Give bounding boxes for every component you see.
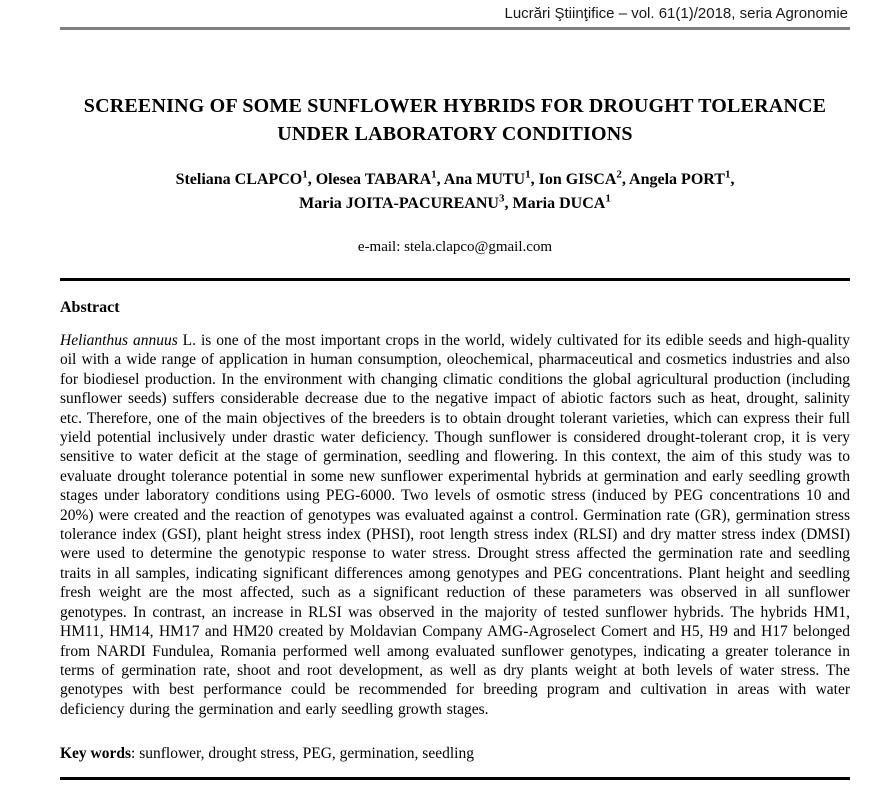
author-affiliation-superscript: 3 — [498, 192, 505, 205]
paper-title-line-2: UNDER LABORATORY CONDITIONS — [277, 123, 633, 145]
author-separator: , — [730, 171, 735, 188]
author-name: Steliana CLAPCO — [175, 171, 303, 188]
email-line — [60, 238, 850, 256]
journal-header-text: Lucrări Ştiinţifice – vol. 61(1)/2018, seria Agronomie — [504, 5, 848, 22]
email-text: e-mail: stela.clapco@gmail.com — [357, 239, 553, 255]
author-separator: , — [436, 171, 444, 188]
paper-title — [60, 92, 850, 148]
author-name: Ion GISCA — [538, 171, 617, 188]
abstract-top-divider — [60, 278, 850, 281]
author-separator: , — [307, 171, 316, 188]
bottom-rule-divider — [60, 777, 850, 780]
journal-header — [60, 4, 850, 23]
author-affiliation-superscript: 1 — [302, 168, 308, 181]
author-name: Angela PORT — [629, 171, 725, 188]
species-name-italic: Helianthus annuus — [60, 332, 178, 349]
author-affiliation-superscript: 1 — [724, 168, 731, 181]
author-name: Maria DUCA — [512, 195, 606, 212]
author-separator: , — [530, 171, 539, 188]
abstract-paragraph — [60, 331, 850, 719]
author-affiliation-superscript: 1 — [431, 168, 437, 181]
keywords-line — [60, 744, 850, 763]
abstract-heading: Abstract — [60, 299, 120, 316]
author-name: Ana MUTU — [443, 171, 526, 188]
authors-line-2 — [60, 192, 850, 216]
author-separator: , — [621, 171, 630, 188]
abstract-text: L. is one of the most important crops in the world, widely cultivated for its edible seeds and high-quality oil with a wide range of application in human consumption, oleochemical, pharmaceutical and cosmetics industries and also for biodiesel production. In the environment with changing climatic conditions the global agricultural production (including sunflower seeds) suffers considerable decrease due to the negative impact of abiotic factors such as heat, drought, salinity etc. Therefore, one of the main objectives of the breeders is to obtain drought tolerant varieties, which can express their full yield potential inclusively under drastic water deficiency. Though sunflower is considered drought-tolerant crop, it is very sensitive to water deficit at the stage of germination, seedling and flowering. In this context, the aim of this study was to evaluate drought tolerance potential in some new sunflower experimental hybrids at germination and early seedling growth stages under laboratory conditions using PEG-6000. Two levels of osmotic stress (induced by PEG concentrations 10 and 20%) were created and the reaction of genotypes was evaluated against a control. Germination rate (GR), germination stress tolerance index (GSI), plant height stress index (PHSI), root length stress index (RLSI) and dry matter stress index (DMSI) were used to determine the genotypic response to water stress. Drought stress affected the germination rate and seedling traits in all samples, indicating significant differences among genotypes and PEG concentrations. Plant height and seedling fresh weight are the most affected, such as a significant reduction of these parameters was observed in all sunflower genotypes. In contrast, an increase in RLSI was observed in the majority of tested sunflower hybrids. The hybrids HM1, HM11, HM14, HM17 and HM20 created by Moldavian Company AMG-Agroselect Comert and H5, H9 and H17 belonged from NARDI Fundulea, Romania performed well among evaluated sunflower genotypes, indicating a greater tolerance in terms of germination rate, shoot and root development, as well as dry plants weight at both levels of water stress. The genotypes with best performance could be recommended for breeding program and cultivation in areas with water deficiency during the germination and early seedling growth stages. — [60, 332, 850, 718]
paper-title-line-1: SCREENING OF SOME SUNFLOWER HYBRIDS FOR DROUGHT TOLERANCE — [83, 95, 827, 117]
author-affiliation-superscript: 1 — [525, 168, 531, 181]
author-affiliation-superscript: 2 — [616, 168, 622, 181]
keywords-text: : sunflower, drought stress, PEG, germination, seedling — [131, 745, 474, 763]
author-name: Olesea TABARA — [315, 171, 432, 188]
author-separator: , — [504, 195, 513, 212]
author-affiliation-superscript: 1 — [605, 192, 611, 205]
keywords-label: Key words — [60, 745, 132, 763]
authors-line-1 — [60, 168, 850, 192]
authors-block — [60, 168, 850, 216]
header-rule-divider — [60, 27, 850, 30]
author-name: Maria JOITA-PACUREANU — [299, 195, 499, 212]
